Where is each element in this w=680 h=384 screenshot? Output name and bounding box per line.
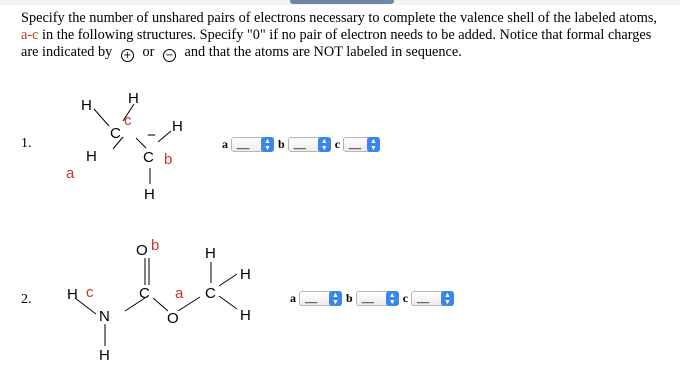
or-text: or <box>142 44 155 60</box>
select-value: __ <box>349 138 362 150</box>
atom-h: H <box>205 245 216 262</box>
select-arrows-icon: ▲ ▼ <box>386 291 399 306</box>
answer-label-c: c <box>402 291 409 305</box>
atom-label-c: c <box>124 112 132 129</box>
atom-c: C <box>143 149 154 166</box>
atom-label-a: a <box>66 165 75 182</box>
answer-select-b[interactable] <box>356 291 399 306</box>
problem-number: 2. <box>21 292 32 307</box>
instructions-text-2: in the following structures. Specify "0" if no pair of electron needs to be added. Notice that formal charges are indicated by <box>21 27 652 60</box>
atom-label-b: b <box>164 151 173 168</box>
atom-h: H <box>128 90 139 107</box>
atom-c: C <box>139 285 150 302</box>
answer-label-c: c <box>334 137 341 151</box>
answer-select-a[interactable] <box>299 291 342 306</box>
answer-label-b: b <box>278 137 285 151</box>
highlight-label: a-c <box>21 27 39 43</box>
minus-charge-icon: − <box>163 49 176 62</box>
answer-select-c[interactable] <box>411 291 454 306</box>
atom-h: H <box>99 347 110 364</box>
problem-number: 1. <box>21 136 32 151</box>
atom-h: H <box>144 186 155 203</box>
atom-o: O <box>167 310 179 327</box>
atom-h: H <box>172 118 183 135</box>
select-arrows-icon: ▲ ▼ <box>441 291 454 306</box>
select-value: __ <box>361 292 374 304</box>
atom-o: O <box>136 242 148 259</box>
atom-label-b: b <box>151 237 160 254</box>
atom-h: H <box>81 97 92 114</box>
select-value: __ <box>417 292 430 304</box>
select-value: __ <box>305 292 318 304</box>
answers-row-2 <box>290 291 458 306</box>
atom-h: H <box>240 307 251 324</box>
instructions-text-1: Specify the number of unshared pairs of electrons necessary to complete the valence shell of the labeled atoms, <box>21 10 657 26</box>
answer-label-a: a <box>222 137 228 151</box>
atom-n: N <box>99 308 110 325</box>
atom-c: C <box>110 125 121 142</box>
formal-charge-minus: − <box>147 127 156 144</box>
atom-h: H <box>67 286 78 303</box>
answer-label-a: a <box>290 291 296 305</box>
atom-h: H <box>86 148 97 165</box>
select-arrows-icon: ▲ ▼ <box>261 137 274 152</box>
answer-label-b: b <box>346 291 353 305</box>
select-value: __ <box>293 138 306 150</box>
select-value: __ <box>237 138 250 150</box>
atom-label-a: a <box>175 285 184 302</box>
select-arrows-icon: ▲ ▼ <box>329 291 342 306</box>
select-arrows-icon: ▲ ▼ <box>318 137 331 152</box>
atom-h: H <box>240 266 251 283</box>
select-arrows-icon: ▲ ▼ <box>367 137 380 152</box>
plus-charge-icon: + <box>121 49 134 62</box>
instructions-text-3: and that the atoms are NOT labeled in sequence. <box>184 44 462 60</box>
atom-label-c: c <box>86 284 94 301</box>
atom-c: C <box>205 285 216 302</box>
